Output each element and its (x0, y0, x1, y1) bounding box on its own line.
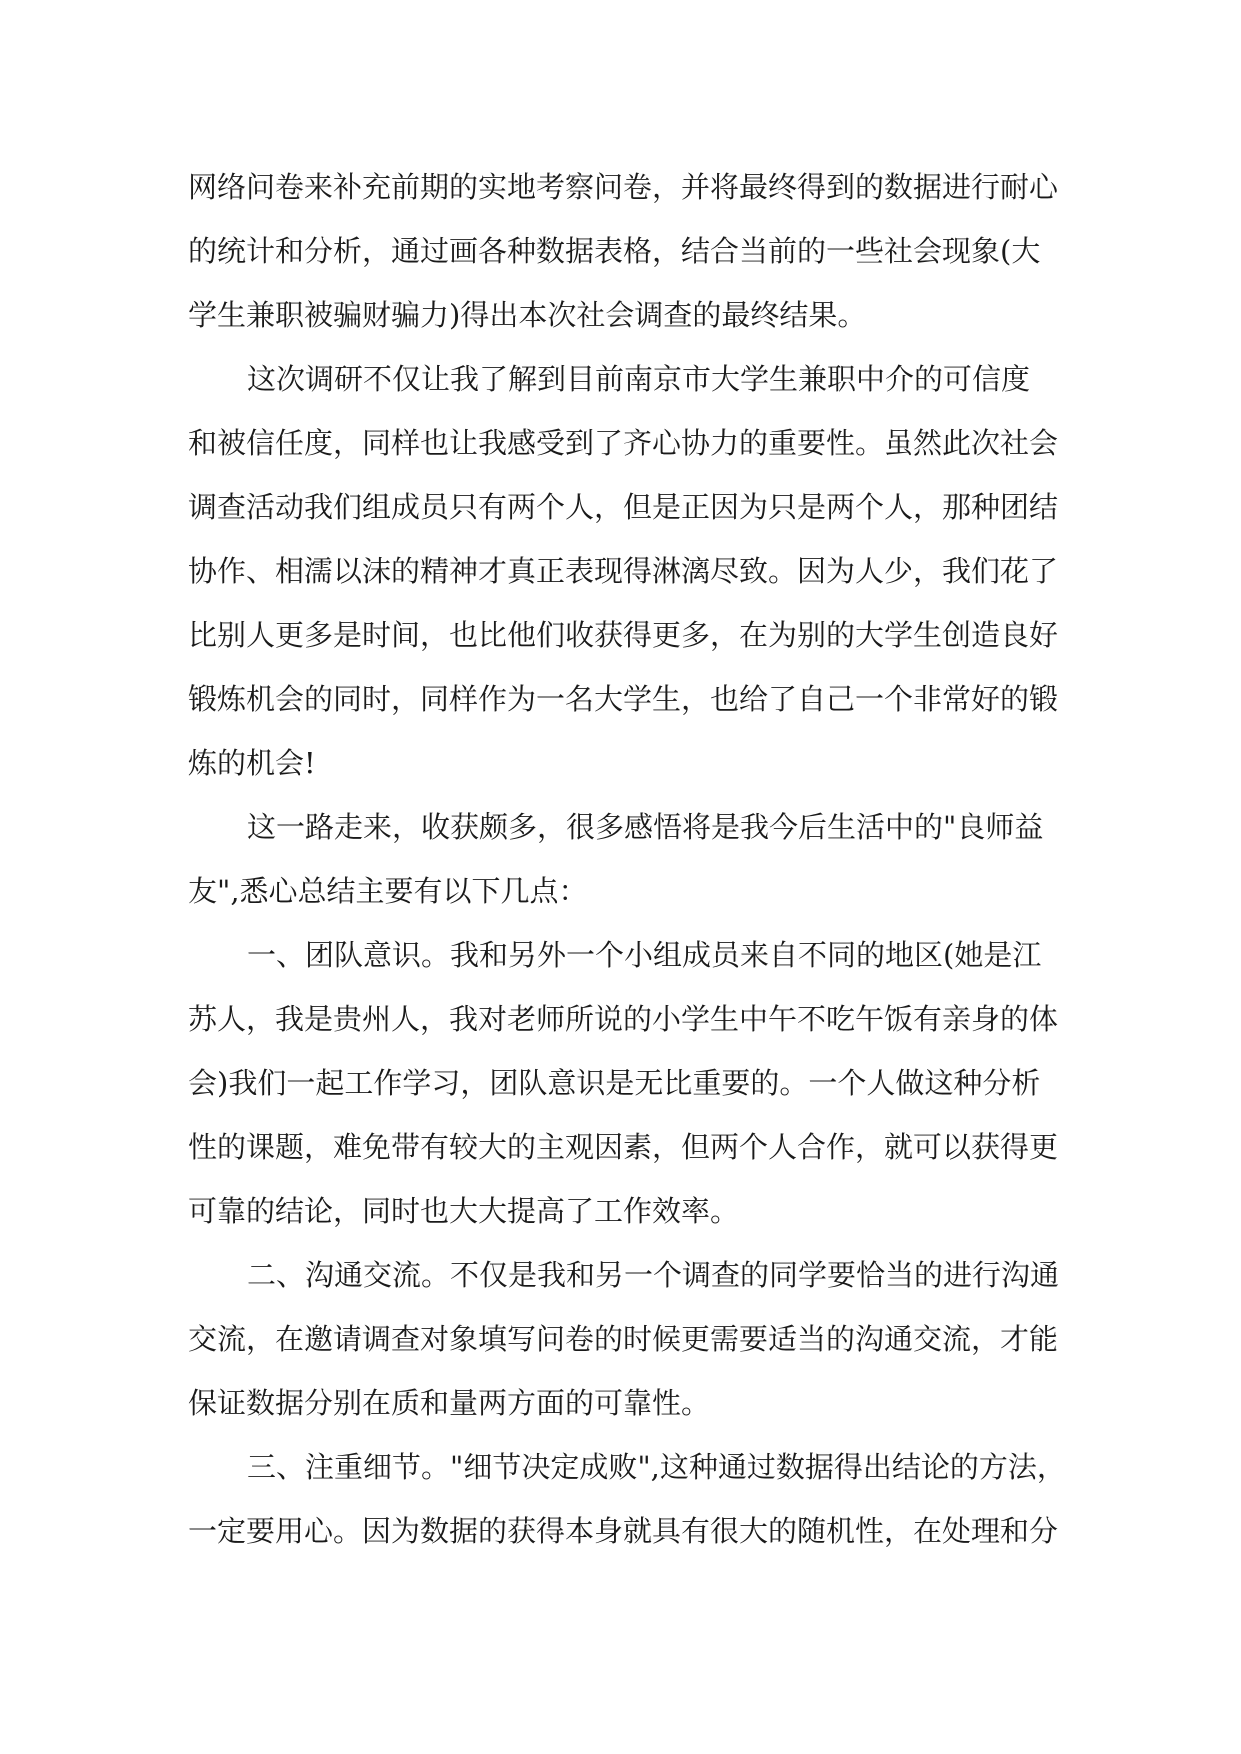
text-line: 可靠的结论，同时也大大提高了工作效率。 (188, 1194, 740, 1228)
document-body (188, 155, 1066, 1563)
text-line: 锻炼机会的同时，同样作为一名大学生，也给了自己一个非常好的锻 (188, 682, 1059, 716)
paragraph-first-line: 一、团队意识。我和另外一个小组成员来自不同的地区(她是江 (247, 938, 1042, 972)
text-line: 苏人，我是贵州人，我对老师所说的小学生中午不吃午饭有亲身的体 (188, 1002, 1059, 1036)
paragraph-first-line: 这次调研不仅让我了解到目前南京市大学生兼职中介的可信度 (247, 362, 1031, 396)
text-line: 友",悉心总结主要有以下几点： (188, 874, 588, 908)
text-line: 一定要用心。因为数据的获得本身就具有很大的随机性，在处理和分 (188, 1514, 1059, 1548)
text-line: 比别人更多是时间，也比他们收获得更多，在为别的大学生创造良好 (188, 618, 1059, 652)
text-line: 的统计和分析，通过画各种数据表格，结合当前的一些社会现象(大 (188, 234, 1041, 268)
text-line: 和被信任度，同样也让我感受到了齐心协力的重要性。虽然此次社会 (188, 426, 1059, 460)
text-line: 学生兼职被骗财骗力)得出本次社会调查的最终结果。 (188, 298, 867, 332)
text-line: 会)我们一起工作学习，团队意识是无比重要的。一个人做这种分析 (188, 1066, 1041, 1100)
text-line: 网络问卷来补充前期的实地考察问卷，并将最终得到的数据进行耐心 (188, 170, 1059, 204)
text-line: 协作、相濡以沫的精神才真正表现得淋漓尽致。因为人少，我们花了 (188, 554, 1059, 588)
text-line: 保证数据分别在质和量两方面的可靠性。 (188, 1386, 711, 1420)
paragraph-first-line: 这一路走来，收获颇多，很多感悟将是我今后生活中的"良师益 (247, 810, 1044, 844)
text-line: 性的课题，难免带有较大的主观因素，但两个人合作，就可以获得更 (188, 1130, 1059, 1164)
text-line: 调查活动我们组成员只有两个人，但是正因为只是两个人，那种团结 (188, 490, 1059, 524)
paragraph-first-line: 三、注重细节。"细节决定成败",这种通过数据得出结论的方法， (247, 1450, 1066, 1484)
text-line: 交流，在邀请调查对象填写问卷的时候更需要适当的沟通交流，才能 (188, 1322, 1059, 1356)
text-line: 炼的机会! (188, 746, 316, 780)
paragraph-first-line: 二、沟通交流。不仅是我和另一个调查的同学要恰当的进行沟通 (247, 1258, 1060, 1292)
